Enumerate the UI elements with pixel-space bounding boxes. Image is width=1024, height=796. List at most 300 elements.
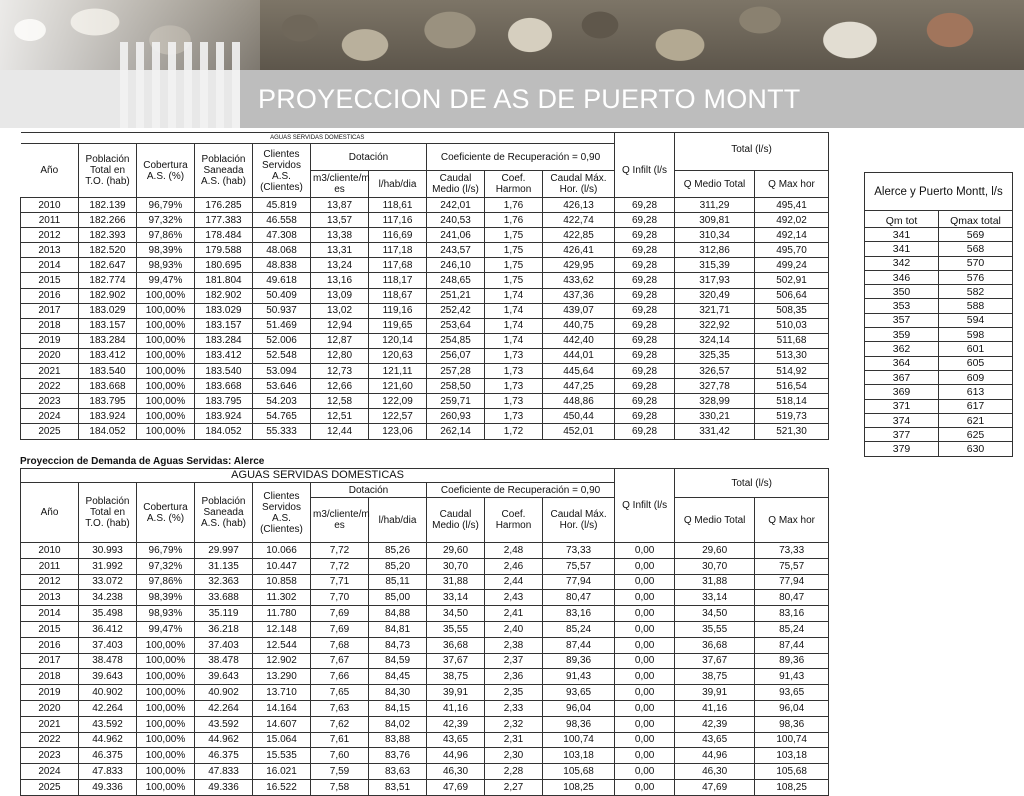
table-cell: 39.643 — [79, 669, 137, 685]
table-cell: 7,66 — [311, 669, 369, 685]
table-cell: 7,61 — [311, 732, 369, 748]
table-cell: 97,86% — [137, 574, 195, 590]
table-cell: 11.302 — [253, 590, 311, 606]
table-cell: 450,44 — [543, 409, 615, 424]
table-cell: 43.592 — [79, 716, 137, 732]
table-cell: 506,64 — [755, 288, 829, 303]
table-cell: 176.285 — [195, 198, 253, 213]
table-cell: 183.157 — [195, 318, 253, 333]
table-cell: 119,16 — [369, 303, 427, 318]
table-cell: 120,14 — [369, 333, 427, 348]
table-cell: 31,88 — [427, 574, 485, 590]
table-cell: 89,36 — [755, 653, 829, 669]
table-cell: 2015 — [21, 621, 79, 637]
table-cell: 1,73 — [485, 379, 543, 394]
table-cell: 321,71 — [675, 303, 755, 318]
table-cell: 85,24 — [543, 621, 615, 637]
table-cell: 259,71 — [427, 394, 485, 409]
table-cell: 100,00% — [137, 653, 195, 669]
table-cell: 69,28 — [615, 394, 675, 409]
table-row — [21, 213, 829, 228]
header-anio: Año — [21, 144, 79, 198]
table-row — [21, 379, 829, 394]
header-q-infilt: Q Infilt (l/s — [615, 144, 675, 198]
table-cell: 182.393 — [79, 228, 137, 243]
table-cell: 46,30 — [427, 764, 485, 780]
table-cell: 353 — [865, 299, 939, 313]
table-cell: 42,39 — [675, 716, 755, 732]
table-cell: 183.668 — [195, 379, 253, 394]
table-cell: 46,30 — [675, 764, 755, 780]
table-row — [21, 409, 829, 424]
table-cell: 99,47% — [137, 621, 195, 637]
table-cell: 38,75 — [675, 669, 755, 685]
table-cell: 40.902 — [195, 685, 253, 701]
table-cell: 100,00% — [137, 748, 195, 764]
table-cell: 44,96 — [675, 748, 755, 764]
table-cell: 122,09 — [369, 394, 427, 409]
table-cell: 38,75 — [427, 669, 485, 685]
header-dot-l: l/hab/dia — [369, 498, 427, 543]
table-cell: 36.218 — [195, 621, 253, 637]
table-cell: 12,94 — [311, 318, 369, 333]
table-cell: 100,00% — [137, 409, 195, 424]
table-cell: 2,46 — [485, 558, 543, 574]
table-cell: 357 — [865, 313, 939, 327]
table-row — [21, 748, 829, 764]
table-cell: 96,04 — [755, 700, 829, 716]
table-cell: 38.478 — [79, 653, 137, 669]
table-cell: 183.540 — [195, 364, 253, 379]
table-cell: 325,35 — [675, 348, 755, 363]
table-cell: 69,28 — [615, 333, 675, 348]
table-cell: 14.164 — [253, 700, 311, 716]
summary-col-qm: Qm tot — [865, 211, 939, 228]
table-row — [21, 424, 829, 439]
table-cell: 322,92 — [675, 318, 755, 333]
table-cell: 48.068 — [253, 243, 311, 258]
table-cell: 1,72 — [485, 424, 543, 439]
table-cell: 433,62 — [543, 273, 615, 288]
table-cell: 182.902 — [79, 288, 137, 303]
table-cell: 84,81 — [369, 621, 427, 637]
header-dot-l: l/hab/dia — [369, 171, 427, 198]
table-cell: 35,55 — [675, 621, 755, 637]
table-cell: 601 — [939, 342, 1013, 356]
table-cell: 426,13 — [543, 198, 615, 213]
table-cell: 2022 — [21, 379, 79, 394]
table-cell: 422,85 — [543, 228, 615, 243]
table-cell: 183.029 — [79, 303, 137, 318]
table-cell: 2015 — [21, 273, 79, 288]
table-cell: 39,91 — [675, 685, 755, 701]
header-q-medio-total: Q Medio Total — [675, 498, 755, 543]
table-cell: 69,28 — [615, 424, 675, 439]
table-row — [21, 198, 829, 213]
header-coef-recuperacion: Coeficiente de Recuperación = 0,90 — [427, 144, 615, 171]
table-cell: 83,16 — [543, 606, 615, 622]
table-cell: 69,28 — [615, 348, 675, 363]
table-cell: 508,35 — [755, 303, 829, 318]
table-cell: 182.774 — [79, 273, 137, 288]
table-cell: 1,76 — [485, 213, 543, 228]
table-cell: 10.447 — [253, 558, 311, 574]
table-cell: 2010 — [21, 543, 79, 559]
table-row — [21, 318, 829, 333]
table-cell: 448,86 — [543, 394, 615, 409]
table-cell: 309,81 — [675, 213, 755, 228]
table-cell: 519,73 — [755, 409, 829, 424]
table-cell: 29,60 — [427, 543, 485, 559]
table-cell: 621 — [939, 413, 1013, 427]
table-cell: 100,00% — [137, 764, 195, 780]
table-cell: 183.412 — [195, 348, 253, 363]
table-cell: 7,59 — [311, 764, 369, 780]
table-cell: 100,74 — [755, 732, 829, 748]
table-cell: 183.924 — [79, 409, 137, 424]
table-cell: 568 — [939, 242, 1013, 256]
table-cell: 2019 — [21, 685, 79, 701]
table-cell: 43.592 — [195, 716, 253, 732]
table-cell: 183.540 — [79, 364, 137, 379]
table-cell: 2017 — [21, 303, 79, 318]
table-cell: 93,65 — [543, 685, 615, 701]
table-cell: 180.695 — [195, 258, 253, 273]
table-row — [21, 590, 829, 606]
table-cell: 35,55 — [427, 621, 485, 637]
table-cell: 442,40 — [543, 333, 615, 348]
table-row — [21, 273, 829, 288]
table-row — [865, 413, 1013, 427]
table-cell: 91,43 — [543, 669, 615, 685]
table-cell: 184.052 — [195, 424, 253, 439]
table-cell: 1,75 — [485, 243, 543, 258]
table-cell: 342 — [865, 256, 939, 270]
table-cell: 7,70 — [311, 590, 369, 606]
table-row — [865, 256, 1013, 270]
table-cell: 117,68 — [369, 258, 427, 273]
table-cell: 37.403 — [79, 637, 137, 653]
table-cell: 440,75 — [543, 318, 615, 333]
table-cell: 521,30 — [755, 424, 829, 439]
table-cell: 36,68 — [675, 637, 755, 653]
header-coef-harmon: Coef. Harmon — [485, 171, 543, 198]
table-cell: 73,33 — [543, 543, 615, 559]
table-cell: 45.819 — [253, 198, 311, 213]
table-cell: 43,65 — [427, 732, 485, 748]
table-cell: 30,70 — [675, 558, 755, 574]
table-cell: 103,18 — [755, 748, 829, 764]
table-cell: 100,00% — [137, 669, 195, 685]
table-cell: 429,95 — [543, 258, 615, 273]
header-poblacion-saneada: Población Saneada A.S. (hab) — [195, 483, 253, 543]
table-cell: 47.833 — [79, 764, 137, 780]
table-cell: 598 — [939, 328, 1013, 342]
table-cell: 2,41 — [485, 606, 543, 622]
table-cell: 83,88 — [369, 732, 427, 748]
table-cell: 379 — [865, 442, 939, 456]
table-cell: 7,72 — [311, 558, 369, 574]
table-cell: 12,80 — [311, 348, 369, 363]
table-cell: 16.522 — [253, 779, 311, 795]
table-row — [865, 242, 1013, 256]
table-cell: 582 — [939, 285, 1013, 299]
table-cell: 2016 — [21, 637, 79, 653]
table-cell: 85,26 — [369, 543, 427, 559]
table-cell: 13.710 — [253, 685, 311, 701]
table-cell: 44,96 — [427, 748, 485, 764]
table-cell: 42.264 — [79, 700, 137, 716]
table-cell: 445,64 — [543, 364, 615, 379]
table-cell: 257,28 — [427, 364, 485, 379]
table-cell: 12,66 — [311, 379, 369, 394]
summary-col-qmax: Qmax total — [939, 211, 1013, 228]
table-cell: 2,44 — [485, 574, 543, 590]
table-cell: 326,57 — [675, 364, 755, 379]
table-cell: 46.558 — [253, 213, 311, 228]
table-cell: 359 — [865, 328, 939, 342]
table-cell: 2018 — [21, 669, 79, 685]
header-caudal-medio: Caudal Medio (l/s) — [427, 498, 485, 543]
table-cell: 510,03 — [755, 318, 829, 333]
table-cell: 54.203 — [253, 394, 311, 409]
table-cell: 42,39 — [427, 716, 485, 732]
table-cell: 569 — [939, 228, 1013, 242]
table-cell: 40.902 — [79, 685, 137, 701]
table-cell: 69,28 — [615, 303, 675, 318]
table-row — [21, 732, 829, 748]
header-q-max-hor: Q Max hor — [755, 498, 829, 543]
table-cell: 39,91 — [427, 685, 485, 701]
slide-title: PROYECCION DE AS DE PUERTO MONTT — [258, 84, 801, 114]
table-cell: 69,28 — [615, 379, 675, 394]
table-row — [21, 637, 829, 653]
table-cell: 100,00% — [137, 394, 195, 409]
table-cell: 1,74 — [485, 333, 543, 348]
table-cell: 12.902 — [253, 653, 311, 669]
table-cell: 39.643 — [195, 669, 253, 685]
table-cell: 13,38 — [311, 228, 369, 243]
table-row — [865, 356, 1013, 370]
table-cell: 77,94 — [755, 574, 829, 590]
table-row — [21, 348, 829, 363]
table-cell: 12,58 — [311, 394, 369, 409]
header-q-max-hor: Q Max hor — [755, 171, 829, 198]
table-cell: 96,79% — [137, 198, 195, 213]
table-cell: 84,45 — [369, 669, 427, 685]
table-cell: 183.668 — [79, 379, 137, 394]
table-row — [21, 543, 829, 559]
header-poblacion-total: Población Total en T.O. (hab) — [79, 483, 137, 543]
table-cell: 426,41 — [543, 243, 615, 258]
table-cell: 84,02 — [369, 716, 427, 732]
table-cell: 46.375 — [195, 748, 253, 764]
table-cell: 362 — [865, 342, 939, 356]
table-cell: 7,71 — [311, 574, 369, 590]
table-cell: 12,87 — [311, 333, 369, 348]
table-cell: 2017 — [21, 653, 79, 669]
table-cell: 103,18 — [543, 748, 615, 764]
table-cell: 183.284 — [79, 333, 137, 348]
table-cell: 91,43 — [755, 669, 829, 685]
table-cell: 0,00 — [615, 543, 675, 559]
table-row — [21, 364, 829, 379]
table-cell: 256,07 — [427, 348, 485, 363]
table-cell: 1,76 — [485, 198, 543, 213]
table-cell: 47,69 — [427, 779, 485, 795]
table-cell: 492,02 — [755, 213, 829, 228]
table-cell: 444,01 — [543, 348, 615, 363]
table-cell: 118,67 — [369, 288, 427, 303]
table-row — [21, 669, 829, 685]
table-cell: 116,69 — [369, 228, 427, 243]
table-cell: 248,65 — [427, 273, 485, 288]
table-cell: 588 — [939, 299, 1013, 313]
table-cell: 100,00% — [137, 288, 195, 303]
table-cell: 37.403 — [195, 637, 253, 653]
table-cell: 1,74 — [485, 303, 543, 318]
table-cell: 34.238 — [79, 590, 137, 606]
table-cell: 0,00 — [615, 558, 675, 574]
table-cell: 0,00 — [615, 590, 675, 606]
table-cell: 374 — [865, 413, 939, 427]
table-cell: 12,51 — [311, 409, 369, 424]
table-cell: 50.937 — [253, 303, 311, 318]
table-cell: 16.021 — [253, 764, 311, 780]
table-cell: 41,16 — [427, 700, 485, 716]
table-cell: 100,00% — [137, 700, 195, 716]
table-cell: 0,00 — [615, 748, 675, 764]
table-cell: 122,57 — [369, 409, 427, 424]
table-cell: 499,24 — [755, 258, 829, 273]
table-cell: 182.647 — [79, 258, 137, 273]
table-cell: 13,24 — [311, 258, 369, 273]
table-cell: 511,68 — [755, 333, 829, 348]
table-cell: 53.646 — [253, 379, 311, 394]
header-dotacion: Dotación — [311, 483, 427, 498]
table-cell: 327,78 — [675, 379, 755, 394]
header-caudal-max: Caudal Máx. Hor. (l/s) — [543, 171, 615, 198]
table-cell: 1,73 — [485, 409, 543, 424]
table-cell: 47.308 — [253, 228, 311, 243]
table-cell: 13,09 — [311, 288, 369, 303]
table-cell: 330,21 — [675, 409, 755, 424]
table-cell: 69,28 — [615, 243, 675, 258]
table-row — [21, 303, 829, 318]
table-cell: 87,44 — [755, 637, 829, 653]
table-cell: 7,62 — [311, 716, 369, 732]
table-cell: 12,44 — [311, 424, 369, 439]
table-cell: 2023 — [21, 394, 79, 409]
table-cell: 13,31 — [311, 243, 369, 258]
table-cell: 570 — [939, 256, 1013, 270]
table-cell: 69,28 — [615, 213, 675, 228]
table-cell: 495,41 — [755, 198, 829, 213]
header-q-medio-total: Q Medio Total — [675, 171, 755, 198]
table-cell: 75,57 — [755, 558, 829, 574]
table-cell: 84,15 — [369, 700, 427, 716]
table-cell: 2013 — [21, 243, 79, 258]
table-row — [21, 716, 829, 732]
table-cell: 183.157 — [79, 318, 137, 333]
table-row — [865, 285, 1013, 299]
table-cell: 0,00 — [615, 732, 675, 748]
table-cell: 310,34 — [675, 228, 755, 243]
table-cell: 183.795 — [195, 394, 253, 409]
table-cell: 0,00 — [615, 621, 675, 637]
table-cell: 311,29 — [675, 198, 755, 213]
table-cell: 12.148 — [253, 621, 311, 637]
table-cell: 69,28 — [615, 198, 675, 213]
table-cell: 315,39 — [675, 258, 755, 273]
table-cell: 7,63 — [311, 700, 369, 716]
summary-title: Alerce y Puerto Montt, l/s — [865, 173, 1013, 211]
table-cell: 10.066 — [253, 543, 311, 559]
table-cell: 2,37 — [485, 653, 543, 669]
table-cell: 2014 — [21, 258, 79, 273]
header-coef-recuperacion: Coeficiente de Recuperación = 0,90 — [427, 483, 615, 498]
table-cell: 98,93% — [137, 258, 195, 273]
table-cell: 179.588 — [195, 243, 253, 258]
table-row — [865, 313, 1013, 327]
table-cell: 241,06 — [427, 228, 485, 243]
table-cell: 33,14 — [427, 590, 485, 606]
table-row — [865, 442, 1013, 456]
header-total: Total (l/s) — [675, 469, 829, 498]
table-cell: 89,36 — [543, 653, 615, 669]
table-cell: 13,57 — [311, 213, 369, 228]
table-cell: 36.412 — [79, 621, 137, 637]
table-cell: 242,01 — [427, 198, 485, 213]
table-cell: 2,40 — [485, 621, 543, 637]
table-cell: 260,93 — [427, 409, 485, 424]
table-row — [21, 333, 829, 348]
table-cell: 43,65 — [675, 732, 755, 748]
table-row — [865, 342, 1013, 356]
table-cell: 254,85 — [427, 333, 485, 348]
table-cell: 84,59 — [369, 653, 427, 669]
table-cell: 377 — [865, 428, 939, 442]
table-cell: 98,36 — [543, 716, 615, 732]
table-row — [21, 779, 829, 795]
table-cell: 7,72 — [311, 543, 369, 559]
table-cell: 54.765 — [253, 409, 311, 424]
table-cell: 50.409 — [253, 288, 311, 303]
table-cell: 181.804 — [195, 273, 253, 288]
table-cell: 100,00% — [137, 637, 195, 653]
table-cell: 100,00% — [137, 779, 195, 795]
table-row — [21, 558, 829, 574]
table-cell: 2,33 — [485, 700, 543, 716]
table-cell: 2024 — [21, 764, 79, 780]
table-cell: 2021 — [21, 364, 79, 379]
table-cell: 100,00% — [137, 685, 195, 701]
table-cell: 630 — [939, 442, 1013, 456]
table-cell: 98,39% — [137, 243, 195, 258]
table-cell: 0,00 — [615, 685, 675, 701]
table-cell: 320,49 — [675, 288, 755, 303]
table-cell: 324,14 — [675, 333, 755, 348]
table-cell: 1,74 — [485, 288, 543, 303]
table-cell: 1,73 — [485, 394, 543, 409]
table-cell: 117,18 — [369, 243, 427, 258]
table-cell: 30,70 — [427, 558, 485, 574]
table-cell: 97,32% — [137, 213, 195, 228]
table-cell: 49.336 — [195, 779, 253, 795]
table-cell: 98,36 — [755, 716, 829, 732]
table-cell: 105,68 — [543, 764, 615, 780]
table-cell: 84,30 — [369, 685, 427, 701]
